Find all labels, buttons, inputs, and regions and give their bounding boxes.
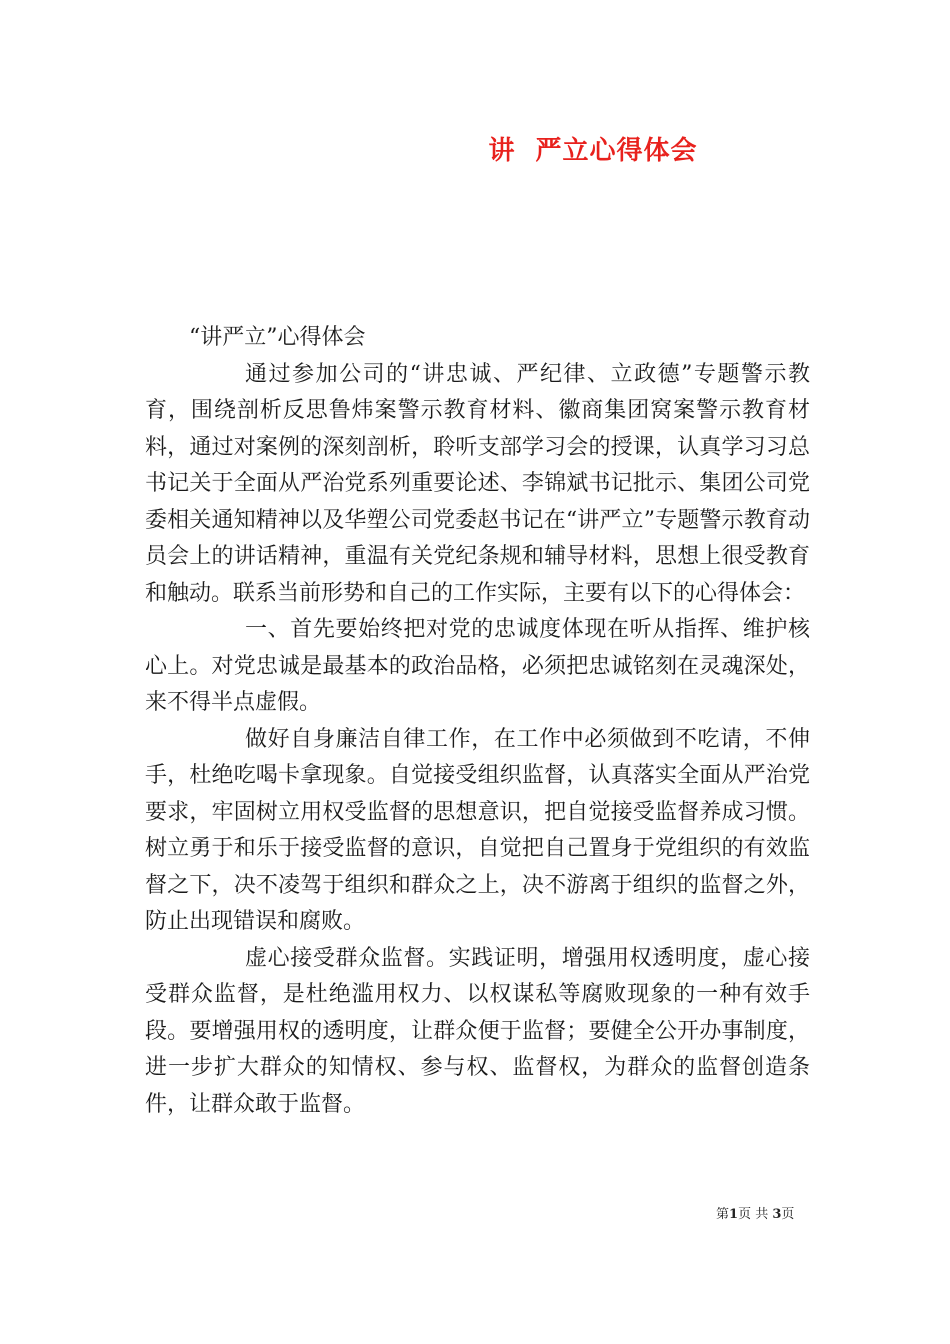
paragraph-loyalty: 一、首先要始终把对党的忠诚度体现在听从指挥、维护核心上。对党忠诚是最基本的政治品格，必须把忠诚铭刻在灵魂深处，来不得半点虚假。: [145, 617, 810, 715]
paragraph-self-discipline: 做好自身廉洁自律工作，在工作中必须做到不吃请，不伸手，杜绝吃喝卡拿现象。自觉接受组织监督，认真落实全面从严治党要求，牢固树立用权受监督的思想意识，把自觉接受监督养成习惯。树立勇于和乐于接受监督的意识，自觉把自己置身于党组织的有效监督之下，决不凌驾于组织和群众之上，决不游离于组织的监督之外，防止出现错误和腐败。: [145, 726, 810, 934]
paragraph-public-supervision: 虚心接受群众监督。实践证明，增强用权透明度，虚心接受群众监督，是杜绝滥用权力、以权谋私等腐败现象的一种有效手段。要增强用权的透明度，让群众便于监督；要健全公开办事制度，进一步扩大群众的知情权、参与权、监督权，为群众的监督创造条件，让群众敢于监督。: [145, 945, 810, 1117]
document-body: [145, 320, 810, 1123]
footer-middle: 页 共: [738, 1207, 769, 1222]
footer-page-number: 1: [729, 1207, 739, 1222]
footer-suffix: 页: [781, 1207, 795, 1222]
footer-prefix: 第: [716, 1207, 730, 1222]
document-subtitle: “讲严立”心得体会: [189, 325, 366, 350]
footer-total-pages: 3: [772, 1207, 782, 1222]
page-footer: [716, 1203, 794, 1222]
document-title: 讲 严立心得体会: [488, 136, 698, 166]
paragraph-intro: 通过参加公司的“讲忠诚、严纪律、立政德”专题警示教育，围绕剖析反思鲁炜案警示教育材料、徽商集团窝案警示教育材料，通过对案例的深刻剖析，聆听支部学习会的授课，认真学习习总书记关于全面从严治党系列重要论述、李锦斌书记批示、集团公司党委相关通知精神以及华塑公司党委赵书记在“讲严立”专题警示教育动员会上的讲话精神，重温有关党纪条规和辅导材料，思想上很受教育和触动。联系当前形势和自己的工作实际，主要有以下的心得体会：: [145, 361, 810, 606]
